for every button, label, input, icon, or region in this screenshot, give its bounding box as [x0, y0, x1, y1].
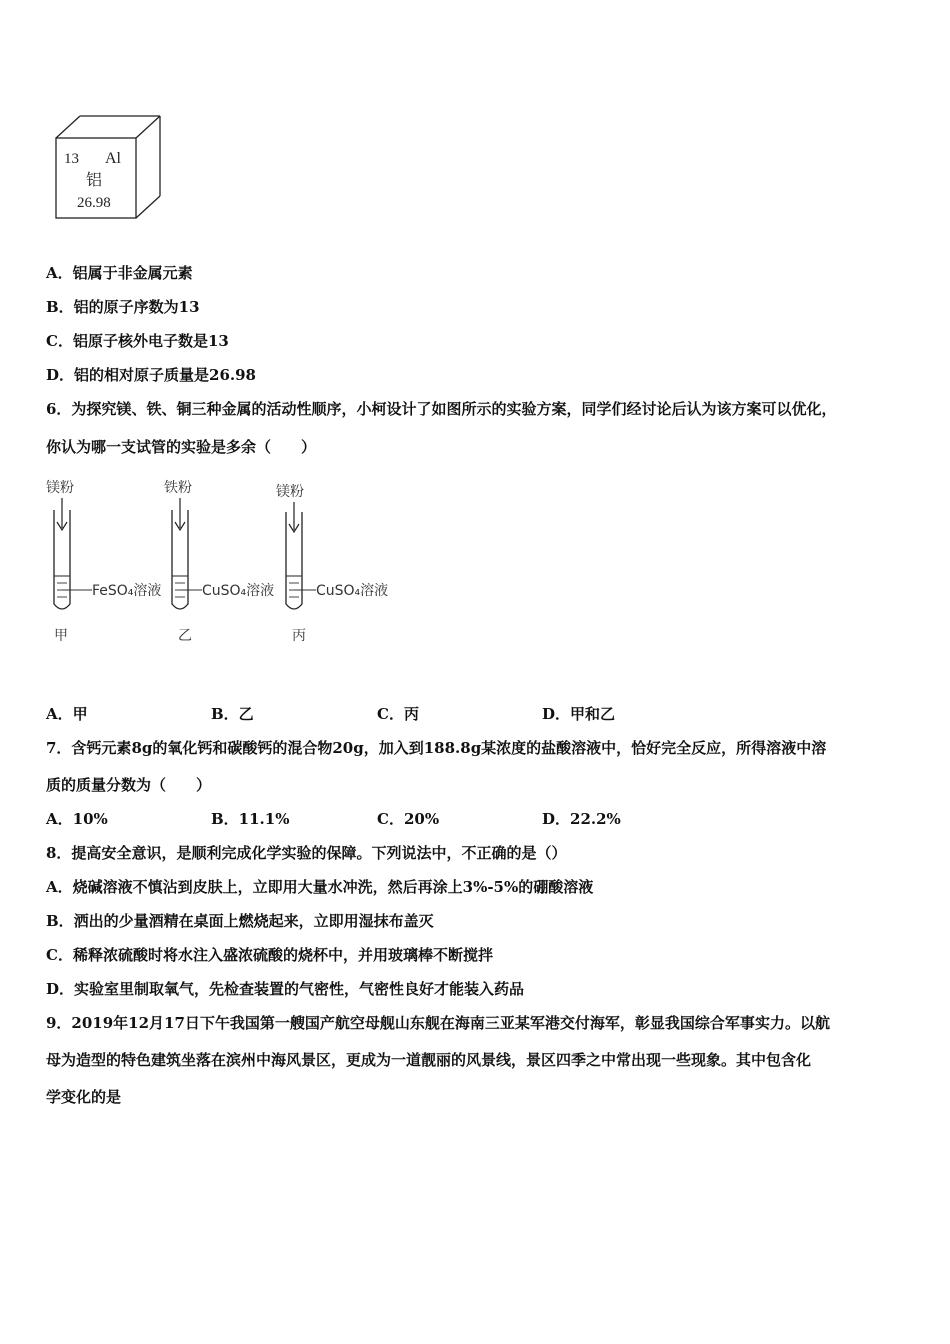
q6-option-d: D．甲和乙	[542, 705, 616, 723]
q9-stem-line1: 9．2019年12月17日下午我国第一艘国产航空母舰山东舰在海南三亚某军港交付海军，彰显我国综合军事实力。以航	[46, 1014, 830, 1032]
element-number: 13	[64, 151, 79, 167]
q9-stem-line3: 学变化的是	[46, 1088, 122, 1106]
tube-1-name: 甲	[54, 628, 68, 644]
q8-option-a: A．烧碱溶液不慎沾到皮肤上，立即用大量水冲洗，然后再涂上3%-5%的硼酸溶液	[46, 878, 594, 896]
q6-option-a: A．甲	[46, 705, 88, 723]
element-cell-figure	[50, 112, 170, 228]
q8-option-c: C．稀释浓硫酸时将水注入盛浓硫酸的烧杯中，并用玻璃棒不断搅拌	[46, 946, 493, 964]
element-name: 铝	[86, 172, 103, 189]
tube-2-name: 乙	[178, 628, 192, 644]
q7-option-b: B．11.1%	[211, 810, 290, 828]
test-tube-1	[46, 479, 161, 644]
test-tube-3	[276, 483, 388, 644]
q9-stem-line2: 母为造型的特色建筑坐落在滨州中海风景区，更成为一道靓丽的风景线，景区四季之中常出现一些现象。其中包含化	[46, 1051, 812, 1069]
tube-2-reagent-label: 铁粉	[164, 480, 192, 496]
q8-option-d: D．实验室里制取氧气，先检查装置的气密性，气密性良好才能装入药品	[46, 980, 525, 998]
q8-stem: 8．提高安全意识，是顺利完成化学实验的保障。下列说法中，不正确的是（）	[46, 844, 567, 862]
tube-3-reagent-label: 镁粉	[276, 484, 304, 500]
q5-option-a: A．铝属于非金属元素	[46, 264, 193, 282]
test-tube-2	[164, 479, 274, 644]
q8-option-b: B．洒出的少量酒精在桌面上燃烧起来，立即用湿抹布盖灭	[46, 912, 434, 930]
tube-1-reagent-label: 镁粉	[46, 480, 74, 496]
tube-1-solution-label: FeSO₄溶液	[92, 583, 162, 599]
q7-stem-line2: 质的质量分数为（ ）	[46, 776, 212, 794]
q5-option-b: B．铝的原子序数为13	[46, 298, 200, 316]
q5-option-d: D．铝的相对原子质量是26.98	[46, 366, 256, 384]
q6-option-c: C．丙	[377, 705, 419, 723]
element-symbol: Al	[105, 150, 121, 167]
q7-stem-line1: 7．含钙元素8g的氧化钙和碳酸钙的混合物20g，加入到188.8g某浓度的盐酸溶液中，恰好完全反应，所得溶液中溶	[46, 739, 827, 757]
element-mass: 26.98	[77, 195, 111, 211]
q5-option-c: C．铝原子核外电子数是13	[46, 332, 229, 350]
q6-option-b: B．乙	[211, 705, 254, 723]
q6-stem-line1: 6．为探究镁、铁、铜三种金属的活动性顺序，小柯设计了如图所示的实验方案，同学们经讨论后认为该方案可以优化，	[46, 400, 837, 418]
q7-option-d: D．22.2%	[542, 810, 621, 828]
test-tube-figure	[40, 472, 420, 656]
q7-option-c: C．20%	[377, 810, 440, 828]
q6-stem-line2: 你认为哪一支试管的实验是多余（ ）	[46, 438, 317, 456]
q7-option-a: A．10%	[46, 810, 108, 828]
tube-3-name: 丙	[292, 628, 306, 644]
tube-2-solution-label: CuSO₄溶液	[202, 583, 275, 599]
tube-3-solution-label: CuSO₄溶液	[316, 583, 389, 599]
